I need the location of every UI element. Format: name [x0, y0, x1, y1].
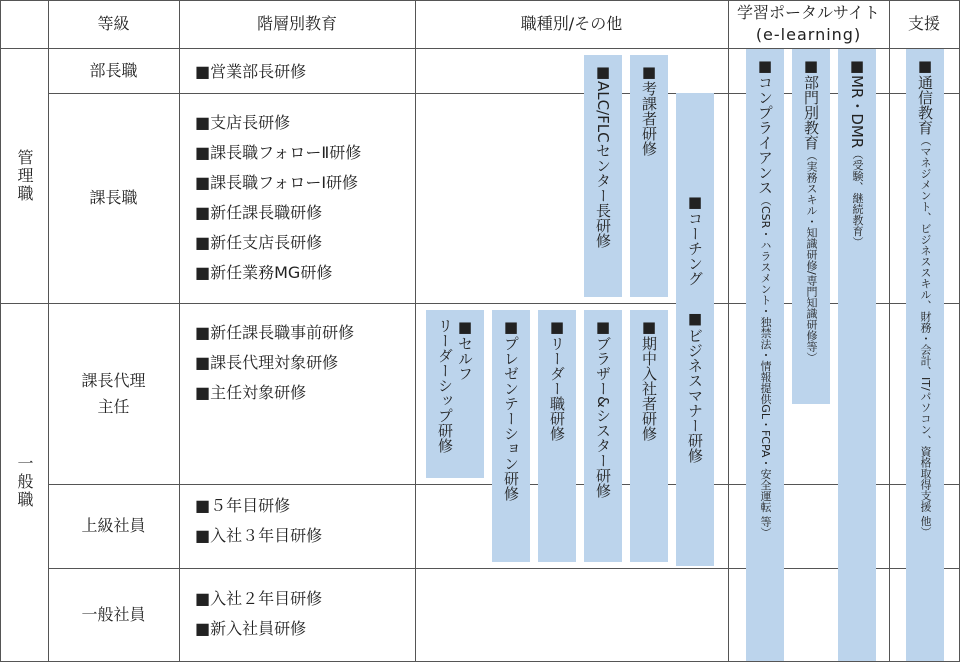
list-item: ■新任課長職研修 [195, 203, 323, 222]
hierarchy-list-bucho [195, 57, 306, 87]
group-general-cell [0, 303, 48, 661]
header-support: 支援 [907, 14, 940, 33]
header-portal-line2: (e-learning) [755, 25, 862, 44]
header-grade: 等級 [97, 14, 130, 33]
bar-dept-text [801, 49, 821, 404]
group-management-cell [0, 48, 48, 303]
bar-alc-flc-label: ■ALC/FLCセンター長研修 [594, 63, 612, 248]
bar-dept-sub: （実務スキル・知識研修/専門知識研修等） [805, 150, 818, 363]
col-divider-portal [889, 0, 890, 662]
grade-bucho: 部長職 [89, 60, 138, 80]
bar-mr-text [847, 49, 867, 661]
bar-evaluator [630, 55, 668, 297]
bar-business-manner-label: ■ビジネスマナー研修 [686, 309, 704, 463]
bar-leader-label: ■リーダー職研修 [548, 318, 566, 441]
list-item: ■新任支店長研修 [195, 233, 323, 252]
bar-coaching-manner [676, 93, 714, 566]
list-item: ■入社３年目研修 [195, 526, 323, 545]
list-item: ■入社２年目研修 [195, 589, 323, 608]
list-item: ■新任業務MG研修 [195, 263, 333, 282]
bar-evaluator-label: ■考課者研修 [640, 63, 658, 156]
bar-compliance-text [755, 49, 775, 661]
list-item: ■新任課長職事前研修 [195, 323, 355, 342]
grade-dairi-line2: 主任 [97, 396, 130, 416]
bar-correspondence-text [915, 49, 935, 661]
bar-compliance-main: ■コンプライアンス [756, 57, 774, 195]
bar-presentation [492, 310, 530, 562]
list-item: ■課長職フォローⅡ研修 [195, 143, 362, 162]
hierarchy-list-jokyu [195, 491, 322, 551]
header-hierarchy: 階層別教育 [256, 14, 337, 33]
grade-kacho: 課長職 [89, 188, 138, 207]
bar-correspondence [906, 49, 944, 661]
bar-midcareer-label: ■期中入社者研修 [640, 318, 658, 441]
bar-mr-main: ■MR・DMR [848, 57, 866, 149]
hierarchy-list-dairi [195, 318, 354, 408]
header-portal-line1: 学習ポータルサイト [737, 3, 880, 22]
col-divider-grade [179, 0, 180, 662]
bar-coaching-label: ■コーチング [686, 193, 704, 286]
grade-ippan: 一般社員 [81, 604, 146, 624]
bar-self-leadership-label: ■セルフ リーダーシップ研修 [436, 318, 474, 453]
bar-leader [538, 310, 576, 562]
bar-compliance [746, 49, 784, 661]
bar-alc-flc [584, 55, 622, 297]
header-portal [728, 0, 889, 48]
bar-correspondence-main: ■通信教育 [916, 57, 934, 135]
list-item: ■課長代理対象研修 [195, 353, 339, 372]
list-item: ■５年目研修 [195, 496, 291, 515]
list-item: ■主任対象研修 [195, 383, 307, 402]
bar-dept-education [792, 49, 830, 404]
header-job: 職種別/その他 [520, 14, 623, 33]
bar-dept-main: ■部門別教育 [802, 57, 820, 150]
hierarchy-list-ippan [195, 584, 322, 644]
group-general-label: 一般職 [15, 455, 34, 509]
list-item: ■支店長研修 [195, 113, 291, 132]
bar-correspondence-sub: （マネジメント、ビジネススキル、財務・会計、IT/パソコン、資格取得支援 他） [919, 135, 932, 538]
bar-compliance-sub: （CSR・ハラスメント・独禁法・情報提供GL・FCPA・安全運転 等） [759, 195, 772, 538]
grade-jokyu: 上級社員 [81, 516, 146, 535]
col-divider-hierarchy [415, 0, 416, 662]
grade-dairi-line1: 課長代理 [81, 370, 146, 390]
bar-mr-sub: （受験、継続教育） [851, 148, 864, 248]
list-item: ■課長職フォローⅠ研修 [195, 173, 359, 192]
bar-coaching-group [685, 93, 705, 463]
col-divider-job [728, 0, 729, 662]
list-item: ■営業部長研修 [195, 62, 307, 81]
bar-self-leadership [426, 310, 484, 478]
row-divider-jokyu [48, 568, 960, 569]
bar-midcareer [630, 310, 668, 562]
group-management-label: 管理職 [15, 148, 34, 203]
bar-brother-sister-label: ■ブラザー&シスター研修 [594, 318, 612, 498]
list-item: ■新入社員研修 [195, 619, 307, 638]
bar-brother-sister [584, 310, 622, 562]
bar-presentation-label: ■プレゼンテーション研修 [502, 318, 520, 501]
hierarchy-list-kacho [195, 108, 361, 288]
grade-dairi [48, 303, 179, 484]
bar-mr-dmr [838, 49, 876, 661]
